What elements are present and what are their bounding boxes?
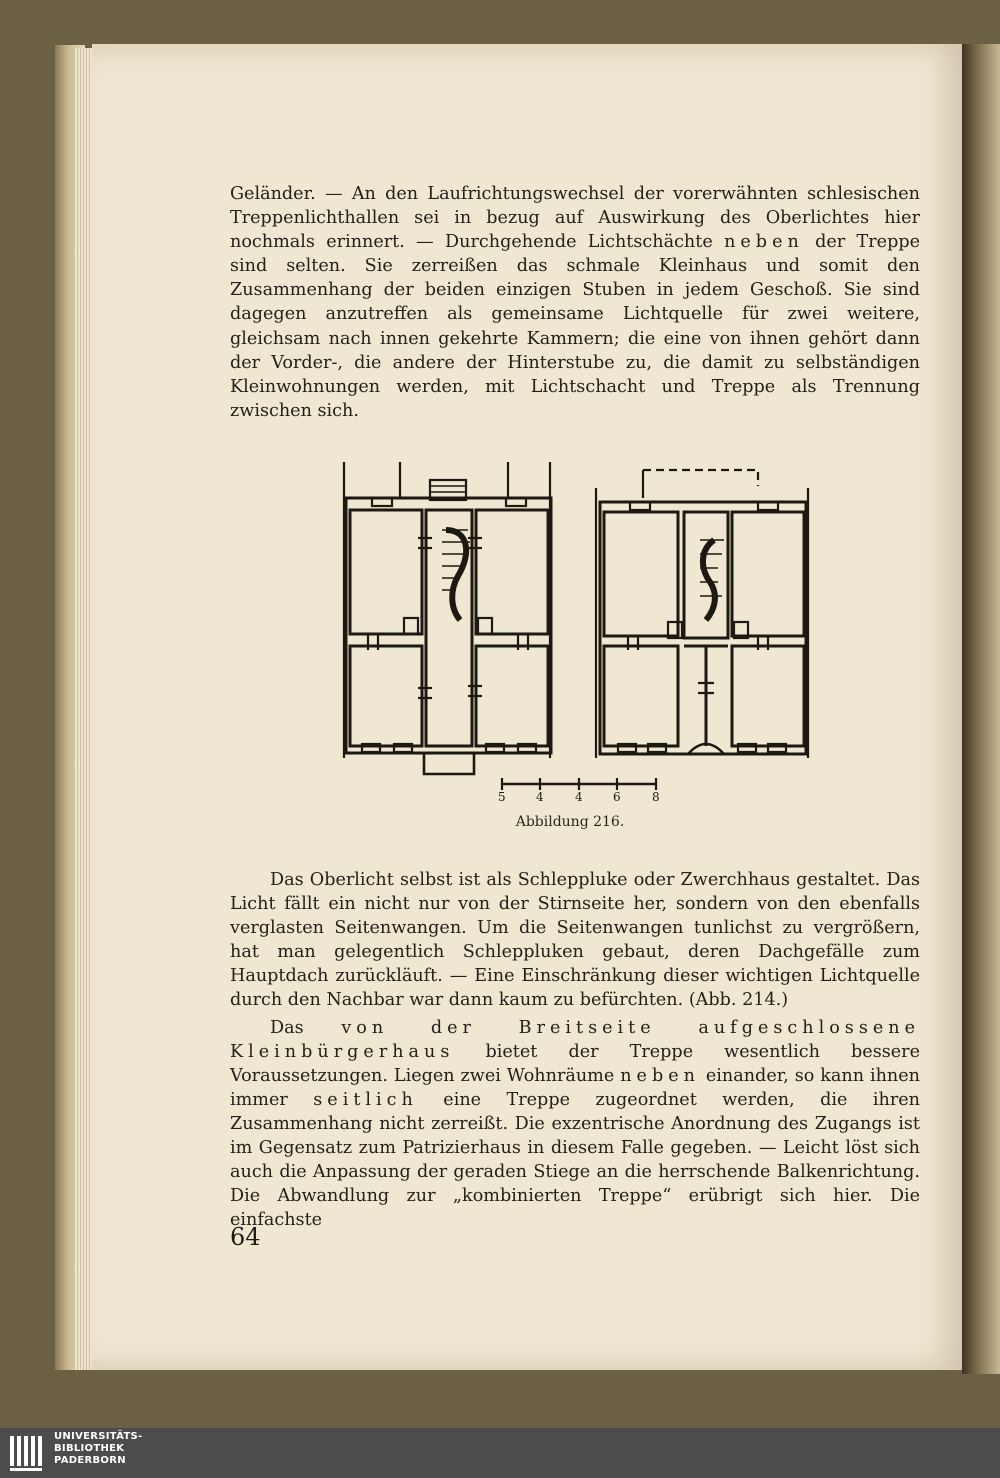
scale-label-3: 6 xyxy=(613,790,621,803)
library-name-line-3: PADERBORN xyxy=(54,1455,126,1466)
paragraph-3-spaced1: von der Breitseite aufgeschlossene Kleinbürgerhaus xyxy=(230,1017,921,1062)
library-name-line-1: UNIVERSITÄTS- xyxy=(54,1431,143,1442)
paragraph-2: Das Oberlicht selbst ist als Schleppluke oder Zwerchhaus gestaltet. Das Licht fällt ein nicht nur von der Stirnseite her, sondern von den ebenfalls verglasten Seitenwangen. Um die Seitenwangen tunlichst zu vergrößern, hat man gelegentlich Schleppluken gebaut, deren Dachgefälle zum Hauptdach zurückläuft. — Eine Einschränkung dieser wichtigen Lichtquelle durch den Nachbar war dann kaum zu befürchten. (Abb. 214.) xyxy=(230,870,920,1011)
paragraph-1 xyxy=(230,182,920,423)
paragraph-3-spaced2: neben xyxy=(620,1065,700,1086)
paragraph-1-spaced: neben xyxy=(724,232,804,253)
paragraph-3-spaced3: seitlich xyxy=(313,1089,418,1110)
scale-label-4: 8 xyxy=(652,790,660,803)
scale-label-0: 5 xyxy=(498,790,506,803)
figure-caption: Abbildung 216. xyxy=(515,814,625,830)
paragraph-1-text: Geländer. — An den Laufrichtungswechsel der vorerwähnten schlesischen Treppenlichthallen sei in bezug auf Auswirkung des Oberlichtes hier nochmals erinnert. — Durchgehende Lichtschächte xyxy=(230,184,920,253)
floor-plan-figure xyxy=(338,458,818,803)
page-number: 64 xyxy=(230,1223,261,1251)
body-text-lower xyxy=(230,868,920,1232)
paragraph-3-part3: einander, so kann ihnen immer xyxy=(230,1065,920,1110)
library-name xyxy=(54,1431,143,1467)
paragraph-3-part1: Das xyxy=(270,1017,342,1038)
paragraph-3-part2: bietet der Treppe wesentlich bessere Voraussetzungen. Liegen zwei Wohnräume xyxy=(230,1041,920,1086)
library-name-line-2: BIBLIOTHEK xyxy=(54,1443,125,1454)
paragraph-3-part4: eine Treppe zugeordnet werden, die ihren Zusammenhang nicht zerreißt. Die exzentrische Anordnung des Zugangs ist im Gegensatz zum Patrizierhaus in diesem Falle gegeben. — Leicht löst sich auch die Anpassung der geraden Stiege an die herrschende Balkenrichtung. Die Abwandlung zur „kombinierten Treppe“ erübrigt sich hier. Die einfachste xyxy=(230,1089,920,1231)
book-gutter-right xyxy=(962,44,1000,1374)
library-footer xyxy=(0,1428,1000,1478)
paragraph-3 xyxy=(230,1016,920,1233)
scale-label-2: 4 xyxy=(575,790,583,803)
university-library-logo-icon xyxy=(8,1432,48,1474)
scale-label-1: 4 xyxy=(536,790,544,803)
paragraph-1-text-after: der Treppe sind selten. Sie zerreißen das schmale Kleinhaus und somit den Zusammenhang der beiden einzigen Stuben in jedem Geschoß. Sie sind dagegen anzutreffen als gemeinsame Lichtquelle für zwei weitere, gleichsam nach innen gekehrte Kammern; die eine von ihnen gehört dann der Vorder-, die andere der Hinterstube zu, die damit zu selbständigen Kleinwohnungen werden, mit Lichtschacht und Treppe als Trennung zwischen sich. xyxy=(230,232,921,421)
